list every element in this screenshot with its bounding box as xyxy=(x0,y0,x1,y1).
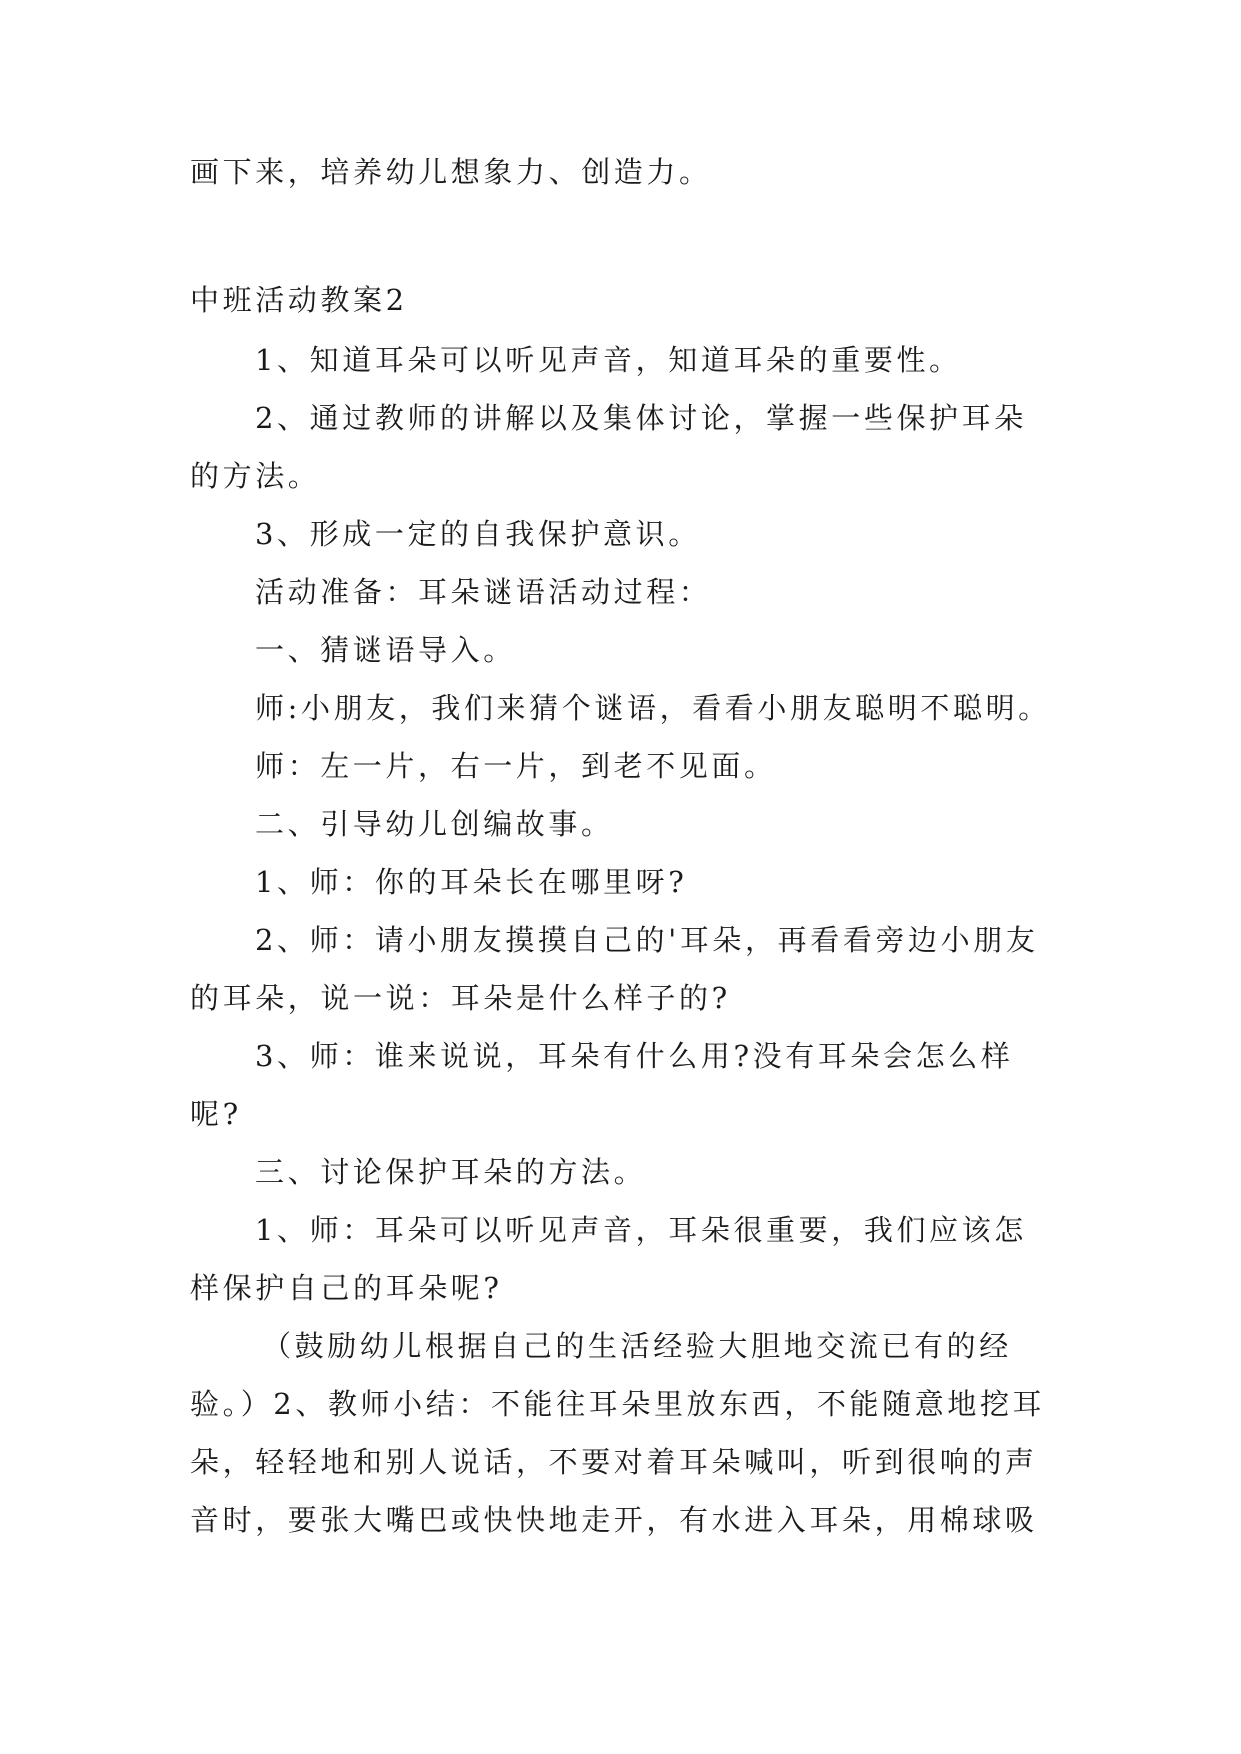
text-line: 验。）2、教师小结：不能往耳朵里放东西，不能随意地挖耳 xyxy=(190,1387,1046,1421)
text-line: 三、讨论保护耳朵的方法。 xyxy=(255,1155,647,1189)
text-line: 1、知道耳朵可以听见声音，知道耳朵的重要性。 xyxy=(255,343,962,377)
text-line: 呢? xyxy=(190,1097,242,1131)
text-line: 活动准备：耳朵谜语活动过程： xyxy=(255,575,712,609)
text-line: 朵，轻轻地和别人说话，不要对着耳朵喊叫，听到很响的声 xyxy=(190,1445,1038,1479)
text-line: （鼓励幼儿根据自己的生活经验大胆地交流已有的经 xyxy=(262,1329,1012,1363)
text-line: 画下来，培养幼儿想象力、创造力。 xyxy=(190,155,712,189)
section-heading: 中班活动教案2 xyxy=(190,283,408,317)
text-line: 师:小朋友，我们来猜个谜语，看看小朋友聪明不聪明。 xyxy=(255,691,1051,725)
text-line: 3、形成一定的自我保护意识。 xyxy=(255,517,701,551)
text-line: 的耳朵，说一说：耳朵是什么样子的? xyxy=(190,981,731,1015)
text-line: 1、师：你的耳朵长在哪里呀? xyxy=(255,865,688,899)
text-line: 的方法。 xyxy=(190,459,321,493)
text-line: 二、引导幼儿创编故事。 xyxy=(255,807,614,841)
text-line: 师：左一片，右一片，到老不见面。 xyxy=(255,749,777,783)
text-line: 1、师：耳朵可以听见声音，耳朵很重要，我们应该怎 xyxy=(255,1213,1027,1247)
text-line: 音时，要张大嘴巴或快快地走开，有水进入耳朵，用棉球吸 xyxy=(190,1503,1038,1537)
text-line: 2、通过教师的讲解以及集体讨论，掌握一些保护耳朵 xyxy=(255,401,1027,435)
text-line: 3、师：谁来说说，耳朵有什么用?没有耳朵会怎么样 xyxy=(255,1039,1014,1073)
text-line: 2、师：请小朋友摸摸自己的'耳朵，再看看旁边小朋友 xyxy=(255,923,1039,957)
text-line: 一、猜谜语导入。 xyxy=(255,633,516,667)
text-line: 样保护自己的耳朵呢? xyxy=(190,1271,503,1305)
